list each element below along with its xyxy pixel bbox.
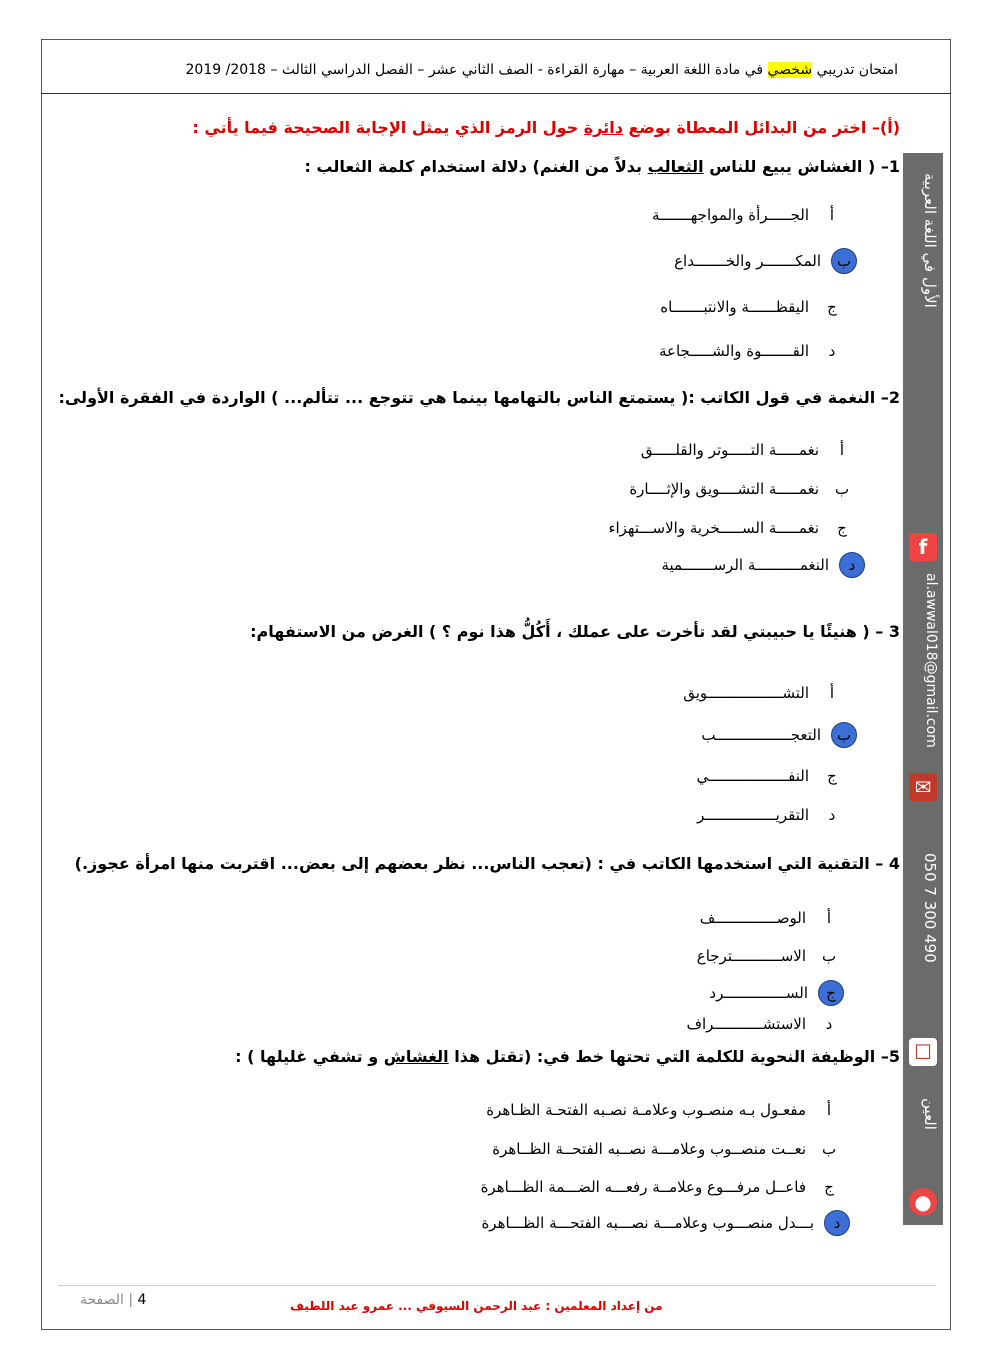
q3-option-a[interactable] (683, 680, 845, 706)
sidebar-city: العين (921, 1098, 939, 1130)
question-2 (58, 388, 900, 407)
question-3-text: 3 – ( هنيئًا يا حبيبتي لقد تأخرت على عملك ، أَكُلُّ هذا نوم ؟ ) الغرض من الاستفهام: (250, 622, 900, 641)
q2-option-b[interactable] (629, 476, 855, 502)
option-text: الســــــــــــــرد (709, 984, 808, 1002)
option-letter: د (828, 806, 836, 824)
question-4 (75, 854, 900, 873)
option-text: نغمـــــة الســـــخرية والاســـتهزاء (608, 519, 819, 537)
selected-answer-circle: ب (831, 722, 857, 748)
option-letter: ج (827, 298, 837, 316)
page-number-label: | الصفحة (80, 1292, 134, 1308)
option-text: الاســـــــــــترجاع (696, 947, 806, 965)
header-post: في مادة اللغة العربية – مهارة القراءة - الصف الثاني عشر – الفصل الدراسي الثالث – 2018/ 2019 (185, 62, 768, 78)
q1-option-d[interactable] (659, 338, 845, 364)
q1-option-a[interactable] (652, 202, 845, 228)
q1-option-c[interactable] (660, 294, 845, 320)
option-text: مفعـول بـه منصـوب وعلامـة نصـبه الفتحـة الظـاهرة (486, 1101, 806, 1119)
instruction-underlined: دائرة (583, 118, 623, 137)
option-text: النفــــــــــــــــــي (696, 767, 809, 785)
q5-option-a[interactable] (486, 1097, 842, 1123)
option-letter: ج (824, 1178, 834, 1196)
option-text: نعــت منصــوب وعلامـــة نصــبه الفتحــة الظــاهرة (492, 1140, 806, 1158)
option-text: التشـــــــــــــــــويق (683, 684, 809, 702)
header-highlight: شخصي (767, 62, 813, 78)
page-number-value: 4 (137, 1292, 147, 1308)
q3-option-b[interactable] (701, 722, 857, 748)
option-letter: ج (837, 519, 847, 537)
option-text: الجـــــرأة والمواجهـــــــة (651, 206, 809, 224)
option-text: المكـــــــر والخـــــــداع (674, 252, 821, 270)
option-letter: د (828, 342, 836, 360)
q4-option-b[interactable] (697, 943, 842, 969)
option-text: نغمـــــة التشــــويق والإثــــارة (629, 480, 819, 498)
phone-icon: ☐ (909, 1038, 937, 1066)
question-5 (235, 1047, 900, 1066)
question-1-pre: 1– ( الغشاش يبيع للناس (703, 157, 900, 176)
contact-sidebar (903, 153, 943, 1225)
q3-option-d[interactable] (697, 802, 845, 828)
sidebar-phone: 050 7 300 490 (921, 853, 939, 963)
page-header (60, 62, 898, 78)
option-text: القـــــــوة والشـــــجاعة (658, 342, 809, 360)
option-text: نغمـــــة التـــــوتر والقلـــــق (640, 441, 819, 459)
question-2-text: 2– النغمة في قول الكاتب :( يستمتع الناس بالتهامها بينما هي تتوجع ... تتألم... ) الواردة في الفقرة الأولى: (58, 388, 900, 407)
page-number (80, 1292, 146, 1308)
question-4-text: 4 – التقنية التي استخدمها الكاتب في : (تعجب الناس... نظر بعضهم إلى بعض... اقتربت منها امرأة عجوز.) (74, 854, 900, 873)
footer-divider (58, 1285, 936, 1286)
option-text: الوصــــــــــــــف (699, 909, 806, 927)
header-pre: امتحان تدريبي (812, 62, 898, 78)
option-text: النغمــــــــــة الرســـــــمية (661, 556, 829, 574)
option-letter: ج (827, 767, 837, 785)
q5-option-d[interactable] (481, 1210, 850, 1236)
option-letter: د (825, 1015, 833, 1033)
question-5-post: و تشفي غليلها ) : (235, 1047, 384, 1066)
question-1-underlined: الثعالب (647, 157, 704, 176)
location-pin-icon: ● (909, 1188, 937, 1216)
question-1-post: بدلاً من الغنم) دلالة استخدام كلمة الثعالب : (304, 157, 648, 176)
option-letter: ب (821, 1140, 837, 1158)
q4-option-d[interactable] (686, 1011, 842, 1037)
header-divider (41, 93, 951, 94)
option-letter: أ (829, 684, 835, 702)
q2-option-a[interactable] (641, 437, 855, 463)
option-text: التقريــــــــــــــــر (697, 806, 809, 824)
q4-option-c[interactable] (709, 980, 844, 1006)
option-letter: أ (829, 206, 835, 224)
option-letter: أ (826, 1101, 832, 1119)
facebook-icon: f (909, 533, 937, 561)
option-text: الاستشـــــــــــراف (686, 1015, 806, 1033)
footer-credit: من إعداد المعلمين : عبد الرحمن السيوفي ... عمرو عبد اللطيف (290, 1299, 663, 1313)
selected-answer-circle: ج (818, 980, 844, 1006)
q5-option-c[interactable] (481, 1174, 842, 1200)
question-3 (250, 622, 900, 641)
selected-answer-circle: د (824, 1210, 850, 1236)
option-letter: ب (821, 947, 837, 965)
option-text: فاعــل مرفـــوع وعلامــة رفعـــه الضـــمة الظـــاهرة (480, 1178, 806, 1196)
option-letter: أ (826, 909, 832, 927)
q4-option-a[interactable] (700, 905, 842, 931)
instruction-part2: حول الرمز الذي يمثل الإجابة الصحيحة فيما يأتي : (192, 118, 584, 137)
selected-answer-circle: د (839, 552, 865, 578)
q2-option-d[interactable] (661, 552, 865, 578)
instruction-part1: (أ)– اختر من البدائل المعطاة بوضع (622, 118, 900, 137)
section-instruction (192, 118, 900, 137)
option-text: اليقظــــــة والانتبـــــــاه (660, 298, 809, 316)
question-5-underlined: الغشاش (383, 1047, 449, 1066)
option-text: التعجـــــــــــــــــب (701, 726, 821, 744)
sidebar-brand: الأول في اللغة العربية (921, 173, 939, 308)
q3-option-c[interactable] (697, 763, 845, 789)
question-1 (304, 157, 900, 176)
q5-option-b[interactable] (492, 1136, 842, 1162)
option-letter: أ (839, 441, 845, 459)
sidebar-email: al.awwal018@gmail.com (923, 573, 939, 748)
option-text: بـــدل منصـــوب وعلامـــة نصـــبه الفتحـــة الظـــاهرة (481, 1214, 814, 1232)
selected-answer-circle: ب (831, 248, 857, 274)
question-5-pre: 5– الوظيفة النحوية للكلمة التي تحتها خط في: (تقتل هذا (448, 1047, 900, 1066)
option-letter: ب (834, 480, 850, 498)
q2-option-c[interactable] (608, 515, 855, 541)
mail-icon: ✉ (909, 773, 937, 801)
q1-option-b[interactable] (674, 248, 857, 274)
